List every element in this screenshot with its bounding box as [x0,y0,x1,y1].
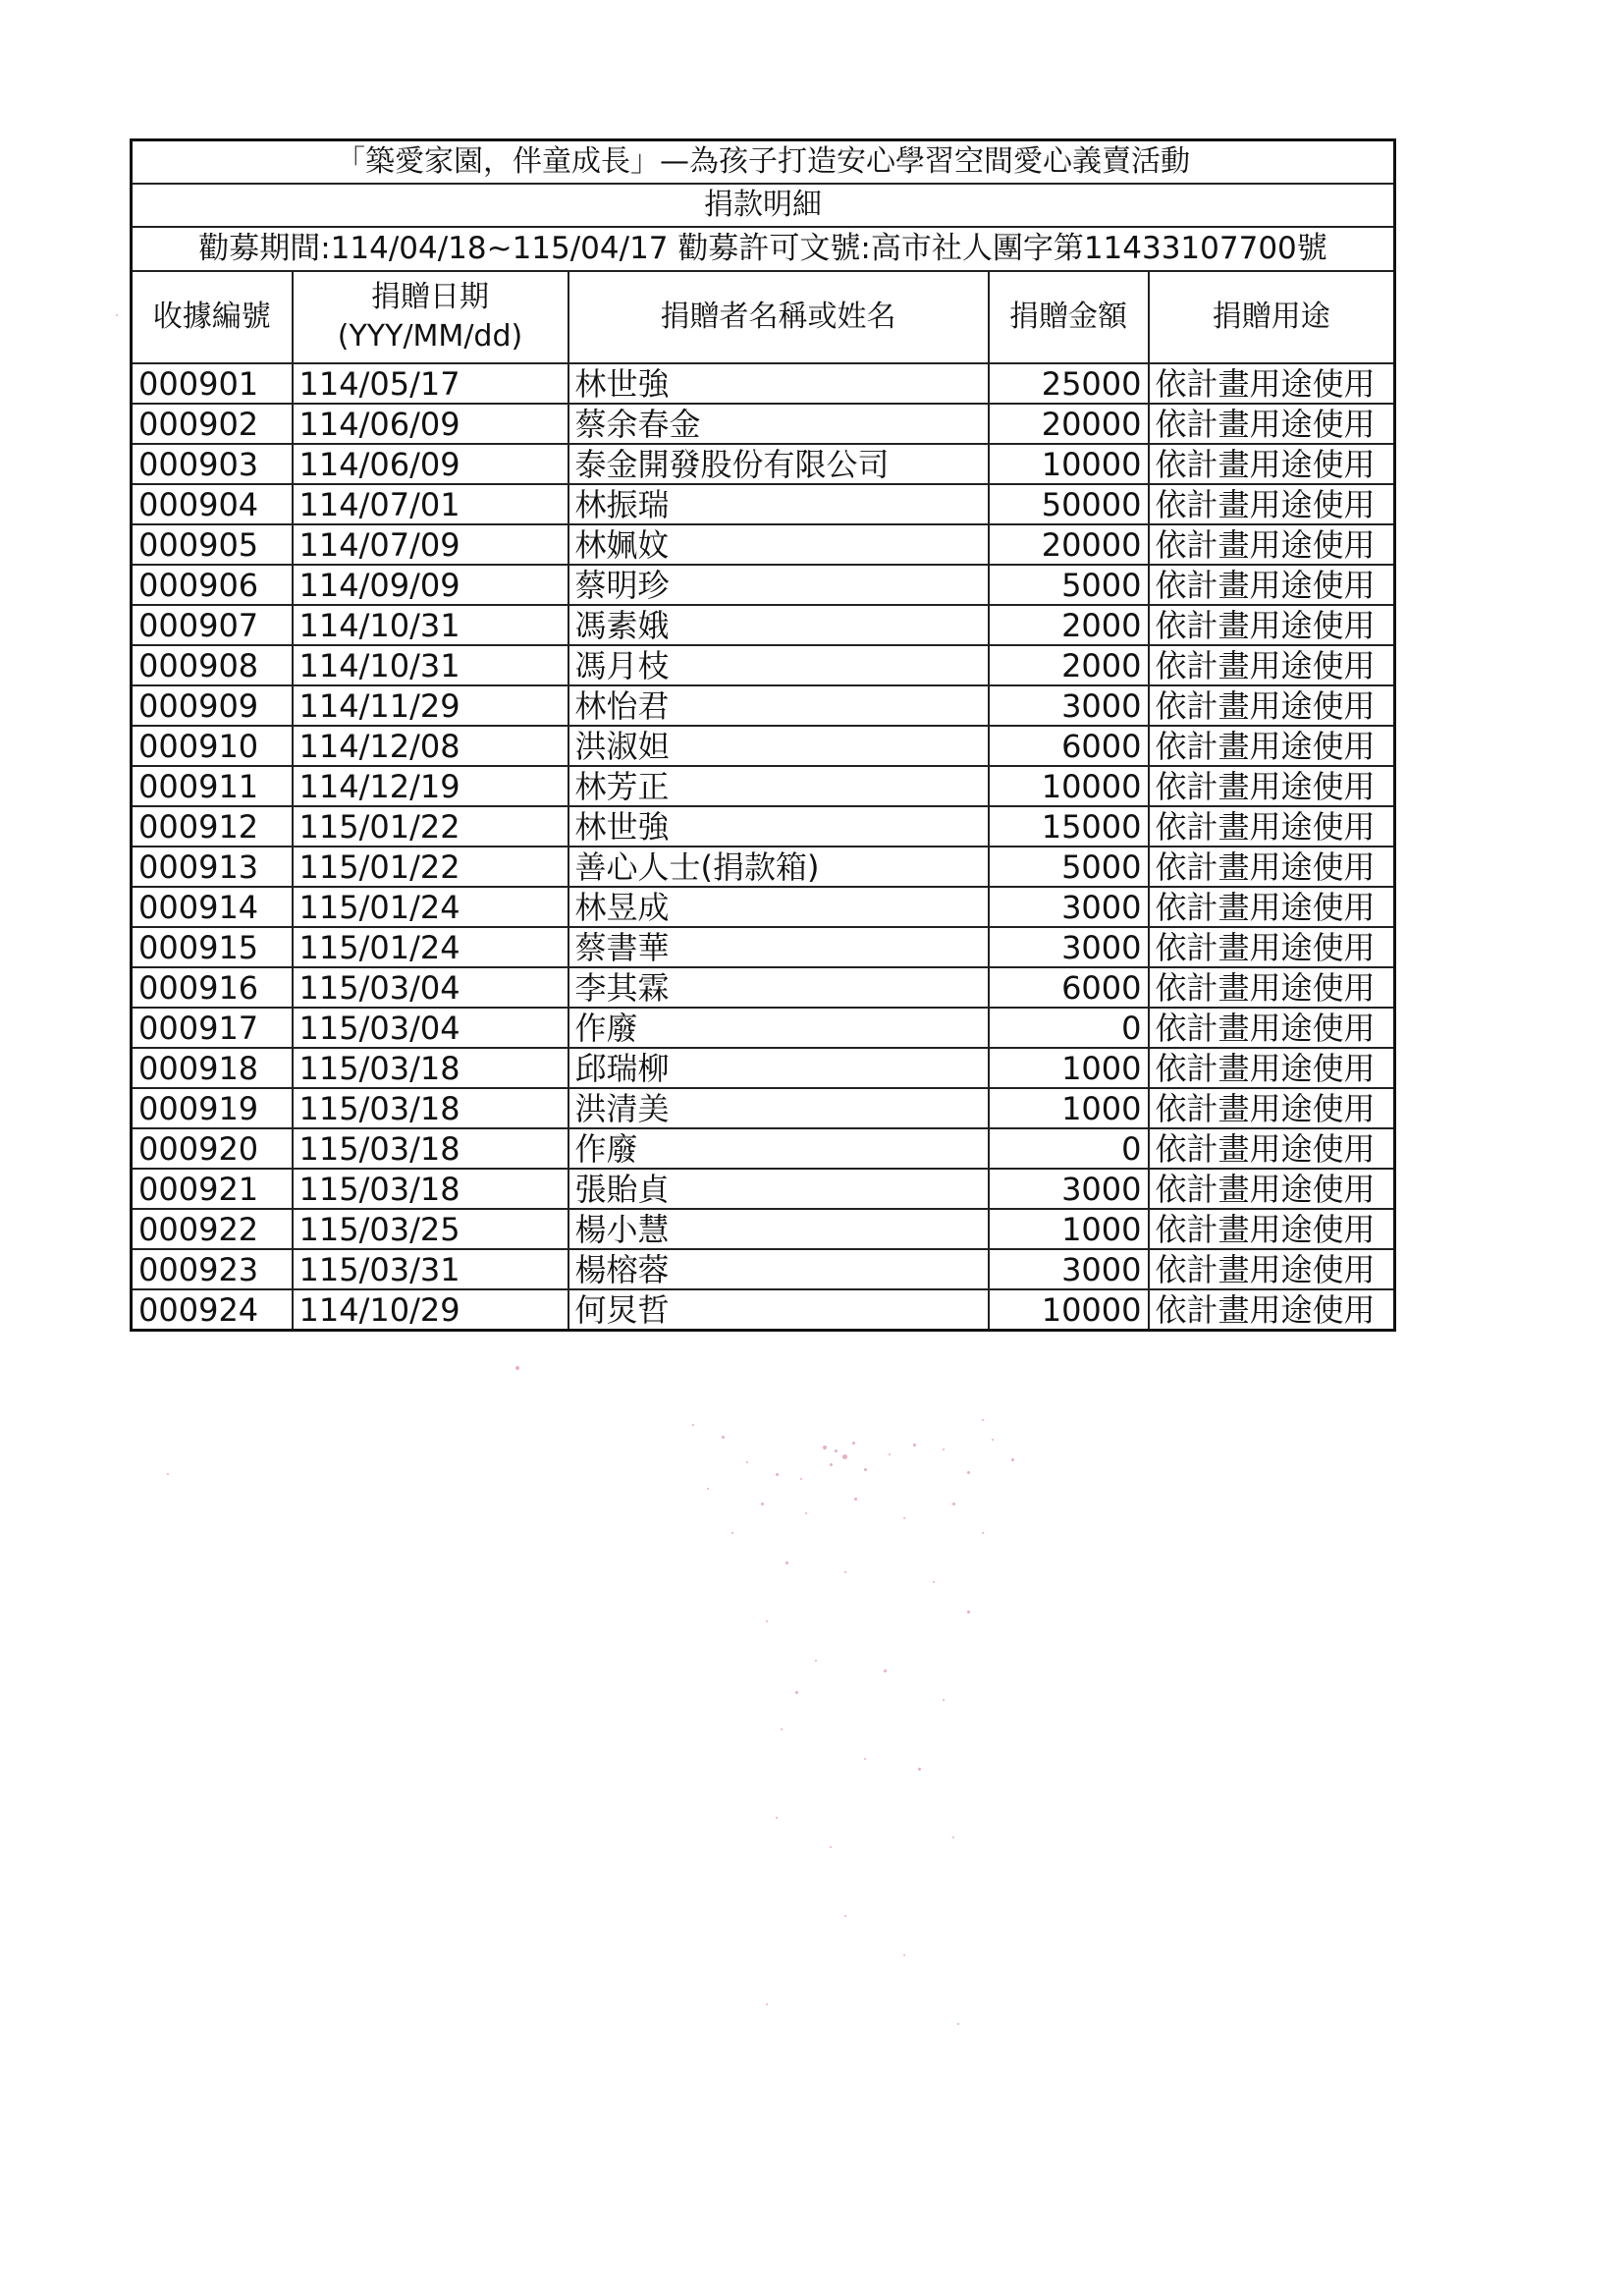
stamp-speck [746,1461,748,1463]
receipt-no-cell: 000907 [132,605,293,645]
amount-cell: 10000 [989,1289,1149,1331]
header-date-label: 捐贈日期 [371,279,489,314]
donor-name-cell: 林昱成 [568,887,989,927]
table-row [132,1128,1395,1169]
purpose-cell: 依計畫用途使用 [1149,1128,1395,1169]
table-row [132,887,1395,927]
stamp-speck [785,1561,788,1564]
date-cell: 114/06/09 [293,444,568,484]
stamp-speck [731,1532,733,1534]
table-row [132,1289,1395,1331]
donor-name-cell: 馮素娥 [568,605,989,645]
stamp-speck [913,1444,916,1447]
stamp-speck [952,1503,955,1505]
donor-name-cell: 善心人士(捐款箱) [568,847,989,887]
receipt-no-cell: 000909 [132,685,293,726]
donor-name-cell: 林怡君 [568,685,989,726]
donor-name-cell: 蔡余春金 [568,404,989,444]
amount-cell: 2000 [989,645,1149,685]
stamp-speck [903,1954,905,1956]
table-row [132,524,1395,565]
donor-name-cell: 馮月枝 [568,645,989,685]
stamp-speck [830,1846,832,1848]
donor-name-cell: 洪淑妲 [568,726,989,766]
table-row [132,1249,1395,1289]
donor-name-cell: 張貽貞 [568,1169,989,1209]
amount-cell: 1000 [989,1209,1149,1249]
receipt-no-cell: 000908 [132,645,293,685]
receipt-no-cell: 000917 [132,1008,293,1048]
date-cell: 115/03/04 [293,967,568,1008]
stamp-speck [967,1611,970,1613]
document-subtitle: 捐款明細 [132,184,1395,227]
amount-cell: 25000 [989,363,1149,404]
amount-cell: 3000 [989,1249,1149,1289]
purpose-cell: 依計畫用途使用 [1149,1249,1395,1289]
purpose-cell: 依計畫用途使用 [1149,1209,1395,1249]
header-purpose: 捐贈用途 [1149,271,1395,363]
table-row [132,1048,1395,1088]
table-row [132,726,1395,766]
donor-name-cell: 作廢 [568,1128,989,1169]
stamp-speck [844,1571,846,1573]
receipt-no-cell: 000911 [132,766,293,806]
amount-cell: 5000 [989,847,1149,887]
stamp-speck [795,1691,798,1694]
stamp-speck [167,1473,169,1475]
donor-name-cell: 林姵妏 [568,524,989,565]
purpose-cell: 依計畫用途使用 [1149,887,1395,927]
date-cell: 114/07/09 [293,524,568,565]
donor-name-cell: 李其霖 [568,967,989,1008]
purpose-cell: 依計畫用途使用 [1149,967,1395,1008]
date-cell: 114/06/09 [293,404,568,444]
stamp-speck [854,1498,857,1501]
date-cell: 114/09/09 [293,565,568,605]
receipt-no-cell: 000903 [132,444,293,484]
table-row [132,1169,1395,1209]
date-cell: 114/05/17 [293,363,568,404]
header-date-format: (YYY/MM/dd) [337,319,523,354]
stamp-speck [982,1532,984,1534]
date-cell: 115/01/24 [293,927,568,967]
amount-cell: 3000 [989,927,1149,967]
table-row [132,363,1395,404]
receipt-no-cell: 000910 [132,726,293,766]
purpose-cell: 依計畫用途使用 [1149,1008,1395,1048]
receipt-no-cell: 000915 [132,927,293,967]
stamp-speck [957,2023,959,2025]
amount-cell: 0 [989,1128,1149,1169]
purpose-cell: 依計畫用途使用 [1149,726,1395,766]
stamp-speck [830,1463,833,1466]
fundraising-period-and-permit: 勸募期間:114/04/18~115/04/17 勸募許可文號:高市社人團字第11433107700號 [132,227,1395,271]
date-cell: 115/01/22 [293,806,568,847]
purpose-cell: 依計畫用途使用 [1149,484,1395,524]
date-cell: 115/03/04 [293,1008,568,1048]
date-cell: 115/03/31 [293,1249,568,1289]
title-row [132,140,1395,185]
stamp-speck [692,1424,694,1426]
receipt-no-cell: 000906 [132,565,293,605]
table-row [132,967,1395,1008]
amount-cell: 0 [989,1008,1149,1048]
date-cell: 114/12/08 [293,726,568,766]
stamp-speck [815,1660,817,1662]
stamp-speck [842,1454,847,1459]
stamp-speck [515,1366,519,1370]
stamp-speck [823,1446,827,1449]
date-cell: 115/03/18 [293,1128,568,1169]
table-row [132,605,1395,645]
amount-cell: 3000 [989,1169,1149,1209]
receipt-no-cell: 000923 [132,1249,293,1289]
date-cell: 115/01/24 [293,887,568,927]
donor-name-cell: 邱瑞柳 [568,1048,989,1088]
amount-cell: 1000 [989,1048,1149,1088]
header-receipt-no: 收據編號 [132,271,293,363]
purpose-cell: 依計畫用途使用 [1149,806,1395,847]
stamp-speck [116,314,118,316]
stamp-speck [889,1453,891,1455]
receipt-no-cell: 000912 [132,806,293,847]
purpose-cell: 依計畫用途使用 [1149,766,1395,806]
stamp-speck [1011,1458,1014,1461]
stamp-speck [722,1436,725,1439]
purpose-cell: 依計畫用途使用 [1149,1088,1395,1128]
table-row [132,404,1395,444]
date-cell: 115/03/18 [293,1169,568,1209]
receipt-no-cell: 000922 [132,1209,293,1249]
stamp-speck [903,1517,905,1519]
stamp-speck [776,1817,778,1819]
donor-name-cell: 林世強 [568,363,989,404]
stamp-speck [967,1471,970,1474]
stamp-speck [884,1669,887,1672]
amount-cell: 5000 [989,565,1149,605]
amount-cell: 1000 [989,1088,1149,1128]
subtitle-row [132,184,1395,227]
purpose-cell: 依計畫用途使用 [1149,565,1395,605]
purpose-cell: 依計畫用途使用 [1149,927,1395,967]
purpose-cell: 依計畫用途使用 [1149,685,1395,726]
date-cell: 115/03/18 [293,1048,568,1088]
period-row [132,227,1395,271]
stamp-speck [933,1581,935,1583]
amount-cell: 2000 [989,605,1149,645]
receipt-no-cell: 000904 [132,484,293,524]
purpose-cell: 依計畫用途使用 [1149,524,1395,565]
header-amount: 捐贈金額 [989,271,1149,363]
donor-name-cell: 何炅哲 [568,1289,989,1331]
donor-name-cell: 林世強 [568,806,989,847]
amount-cell: 6000 [989,967,1149,1008]
stamp-speck [766,2003,768,2005]
purpose-cell: 依計畫用途使用 [1149,1289,1395,1331]
receipt-no-cell: 000916 [132,967,293,1008]
donor-name-cell: 泰金開發股份有限公司 [568,444,989,484]
stamp-speck [766,1620,768,1622]
receipt-no-cell: 000921 [132,1169,293,1209]
document-title: 「築愛家園，伴童成長」—為孩子打造安心學習空間愛心義賣活動 [132,140,1395,185]
stamp-speck [761,1503,764,1505]
amount-cell: 3000 [989,887,1149,927]
amount-cell: 20000 [989,524,1149,565]
donor-name-cell: 蔡書華 [568,927,989,967]
receipt-no-cell: 000913 [132,847,293,887]
stamp-speck [992,1439,994,1441]
table-row [132,1008,1395,1048]
stamp-speck [776,1473,779,1476]
table-row [132,565,1395,605]
column-header-row [132,271,1395,363]
donor-name-cell: 楊榕蓉 [568,1249,989,1289]
stamp-speck [800,1478,802,1480]
header-date [293,271,568,363]
date-cell: 114/12/19 [293,766,568,806]
date-cell: 114/10/31 [293,645,568,685]
purpose-cell: 依計畫用途使用 [1149,605,1395,645]
amount-cell: 15000 [989,806,1149,847]
amount-cell: 50000 [989,484,1149,524]
purpose-cell: 依計畫用途使用 [1149,363,1395,404]
table-row [132,1088,1395,1128]
receipt-no-cell: 000914 [132,887,293,927]
stamp-speck [952,1836,954,1838]
donor-name-cell: 蔡明珍 [568,565,989,605]
date-cell: 114/10/31 [293,605,568,645]
amount-cell: 20000 [989,404,1149,444]
date-cell: 115/03/25 [293,1209,568,1249]
table-row [132,806,1395,847]
table-row [132,847,1395,887]
stamp-speck [982,1419,984,1421]
stamp-speck [835,1449,838,1452]
date-cell: 114/10/29 [293,1289,568,1331]
stamp-speck [943,1449,945,1450]
stamp-speck [844,1915,846,1917]
purpose-cell: 依計畫用途使用 [1149,645,1395,685]
table-row [132,1209,1395,1249]
receipt-no-cell: 000919 [132,1088,293,1128]
donor-name-cell: 林芳正 [568,766,989,806]
date-cell: 115/03/18 [293,1088,568,1128]
stamp-speck [864,1468,867,1471]
purpose-cell: 依計畫用途使用 [1149,847,1395,887]
stamp-speck [864,1758,866,1760]
stamp-speck [707,1488,709,1490]
donation-details-table [130,138,1396,1332]
table-row [132,444,1395,484]
date-cell: 114/07/01 [293,484,568,524]
receipt-no-cell: 000920 [132,1128,293,1169]
donor-name-cell: 林振瑞 [568,484,989,524]
purpose-cell: 依計畫用途使用 [1149,1048,1395,1088]
amount-cell: 10000 [989,766,1149,806]
donor-name-cell: 楊小慧 [568,1209,989,1249]
receipt-no-cell: 000924 [132,1289,293,1331]
receipt-no-cell: 000905 [132,524,293,565]
purpose-cell: 依計畫用途使用 [1149,1169,1395,1209]
purpose-cell: 依計畫用途使用 [1149,444,1395,484]
amount-cell: 3000 [989,685,1149,726]
stamp-speck [781,1728,783,1730]
receipt-no-cell: 000901 [132,363,293,404]
amount-cell: 6000 [989,726,1149,766]
table-row [132,927,1395,967]
stamp-speck [852,1442,855,1445]
stamp-speck [943,1699,945,1701]
table-row [132,766,1395,806]
stamp-speck [805,1512,807,1514]
date-cell: 114/11/29 [293,685,568,726]
header-donor: 捐贈者名稱或姓名 [568,271,989,363]
donor-name-cell: 洪清美 [568,1088,989,1128]
table-row [132,484,1395,524]
stamp-speck [918,1768,921,1771]
table-row [132,685,1395,726]
table-row [132,645,1395,685]
purpose-cell: 依計畫用途使用 [1149,404,1395,444]
date-cell: 115/01/22 [293,847,568,887]
amount-cell: 10000 [989,444,1149,484]
receipt-no-cell: 000902 [132,404,293,444]
receipt-no-cell: 000918 [132,1048,293,1088]
donor-name-cell: 作廢 [568,1008,989,1048]
